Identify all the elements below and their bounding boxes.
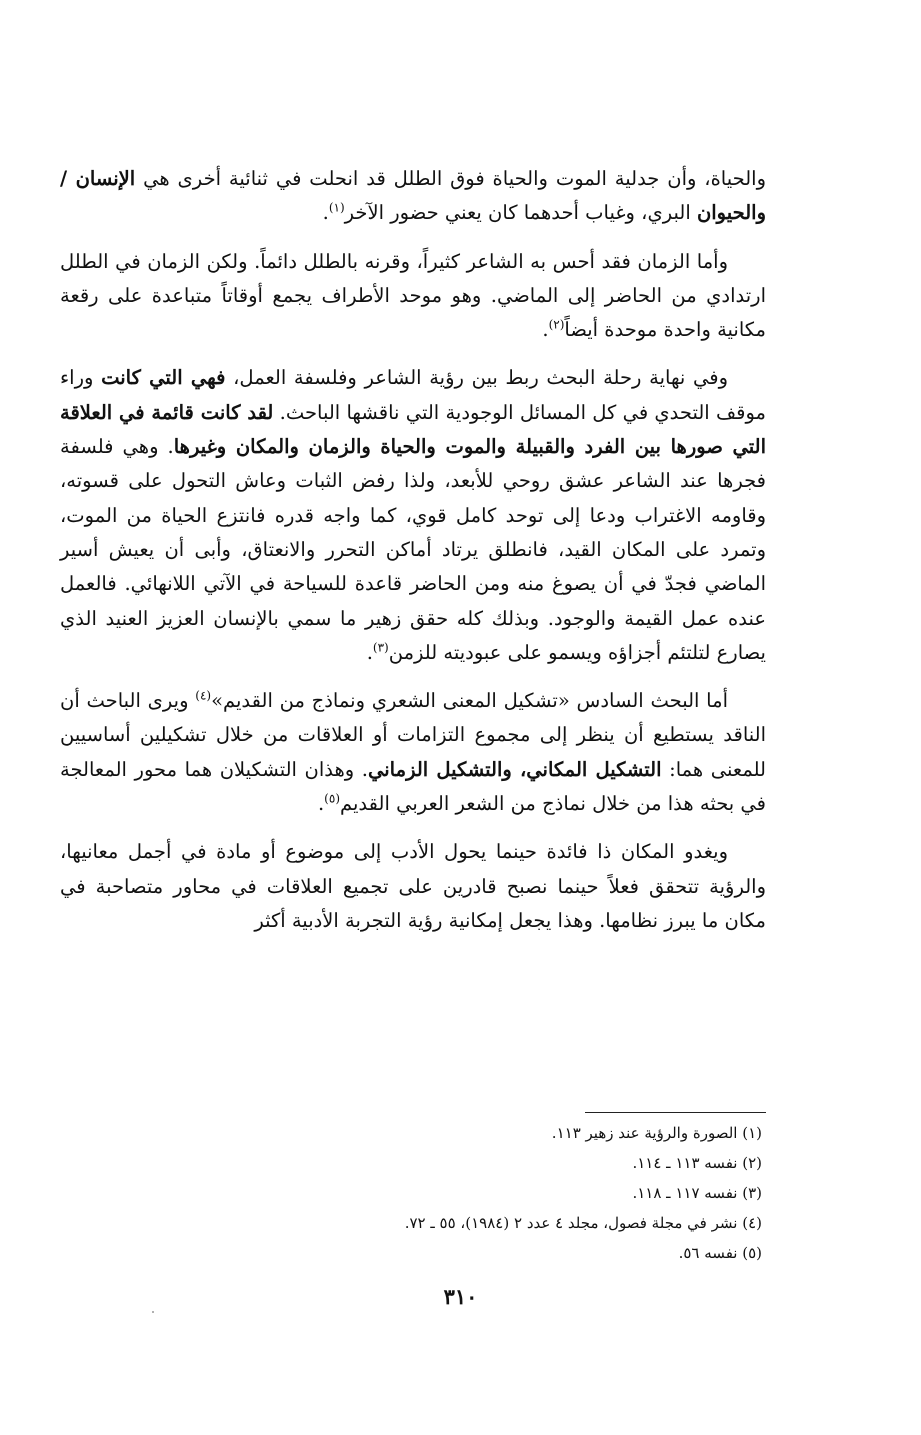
body-text: . — [322, 201, 329, 225]
paragraph — [60, 245, 766, 348]
footnote-4: (٤) نشر في مجلة فصول، مجلد ٤ عدد ٢ (١٩٨٤)، ٥٥ ـ ٧٢. — [404, 1214, 762, 1232]
footnote-reference: (٤) — [195, 688, 212, 703]
footnote-reference: (٢) — [548, 317, 565, 332]
body-text: . وهذان التشكيلان هما محور المعالجة في بحثه هذا من خلال نماذج من الشعر العربي القديم — [60, 757, 766, 816]
body-text: . — [542, 318, 549, 342]
page-number: ٣١٠ — [443, 1284, 478, 1309]
bold-text: التشكيل المكاني، والتشكيل الزماني — [368, 757, 662, 781]
body-text: وأما الزمان فقد أحس به الشاعر كثيراً، وقرنه بالطلل دائماً. ولكن الزمان في الطلل ارتدادي من الحاضر إلى الماضي. وهو موحد الأطراف يجمع أوقاتاً متباعدة على رقعة مكانية واحدة موحدة أيضاً — [60, 249, 766, 342]
paragraph — [60, 684, 766, 821]
body-text: . — [317, 792, 325, 816]
paragraph — [60, 835, 766, 938]
footnote-2: (٢) نفسه ١١٣ ـ ١١٤. — [632, 1154, 762, 1172]
body-text: وفي نهاية رحلة البحث ربط بين رؤية الشاعر وفلسفة العمل، — [225, 366, 729, 390]
footnote-1: (١) الصورة والرؤية عند زهير ١١٣. — [551, 1124, 762, 1142]
paragraph — [60, 361, 766, 670]
body-text: ويغدو المكان ذا فائدة حينما يحول الأدب إلى موضوع أو مادة في أجمل معانيها، والرؤية تتحقق فعلاً حينما نصبح قادرين على تجميع العلاقات في محاور متصاحبة في مكان ما يبرز نظامها. وهذا يجعل إمكانية رؤية التجربة الأدبية أكثر — [60, 840, 766, 932]
footnote-reference: (٣) — [372, 640, 389, 655]
scan-speck — [152, 1311, 154, 1313]
body-text: وراء موقف التحدي في كل المسائل الوجودية التي ناقشها الباحث. — [60, 366, 766, 424]
bold-text: لقد كانت قائمة في العلاقة التي صورها بين الفرد والقبيلة والموت والحياة والزمان والمكان وغيرها — [60, 400, 767, 459]
body-text: والحياة، وأن جدلية الموت والحياة فوق الطلل قد انحلت في ثنائية أخرى هي — [135, 167, 766, 190]
footnote-reference: (١) — [328, 200, 345, 215]
footnote-separator — [585, 1112, 766, 1113]
body-text: ويرى الباحث أن الناقد يستطيع أن ينظر إلى مجموع التزامات أو العلاقات من خلال تشكيلين أساسيين للمعنى هما: — [60, 689, 766, 781]
body-text: . — [366, 640, 373, 664]
body-text: أما البحث السادس «تشكيل المعنى الشعري ونماذج من القديم» — [211, 689, 728, 713]
footnotes — [60, 1118, 766, 1268]
body-text: . وهي فلسفة فجرها عند الشاعر عشق روحي للأبعد، ولذا رفض الثبات وعاش التحول على قسوته، وقاومه الاغتراب ودعا إلى توحد كامل قوي، كما واجه قدره فانتزع الحياة من الموت، وتمرد على المكان القيد، فانطلق يرتاد أماكن التحرر والانعتاق، وأبى أن يعيش أسير الماضي فجدّ في أن يصوغ منه ومن الحاضر قاعدة للسياحة في الآتي اللانهائي. فالعمل عنده عمل القيمة والوجود. وبذلك كله حقق زهير ما سمي بالإنسان العزيز العنيد الذي يصارع لتلتئم أجزاؤه ويسمو على عبوديته للزمن — [60, 435, 766, 664]
footnote-3: (٣) نفسه ١١٧ ـ ١١٨. — [632, 1184, 762, 1202]
paragraph — [60, 162, 766, 231]
bold-text: الإنسان / والحيوان — [60, 167, 766, 225]
bold-text: فهي التي كانت — [101, 366, 226, 390]
footnote-reference: (٥) — [324, 791, 340, 806]
body-text: البري، وغياب أحدهما كان يعني حضور الآخر — [344, 201, 697, 225]
main-text — [60, 162, 766, 952]
footnote-5: (٥) نفسه ٥٦. — [678, 1244, 762, 1262]
